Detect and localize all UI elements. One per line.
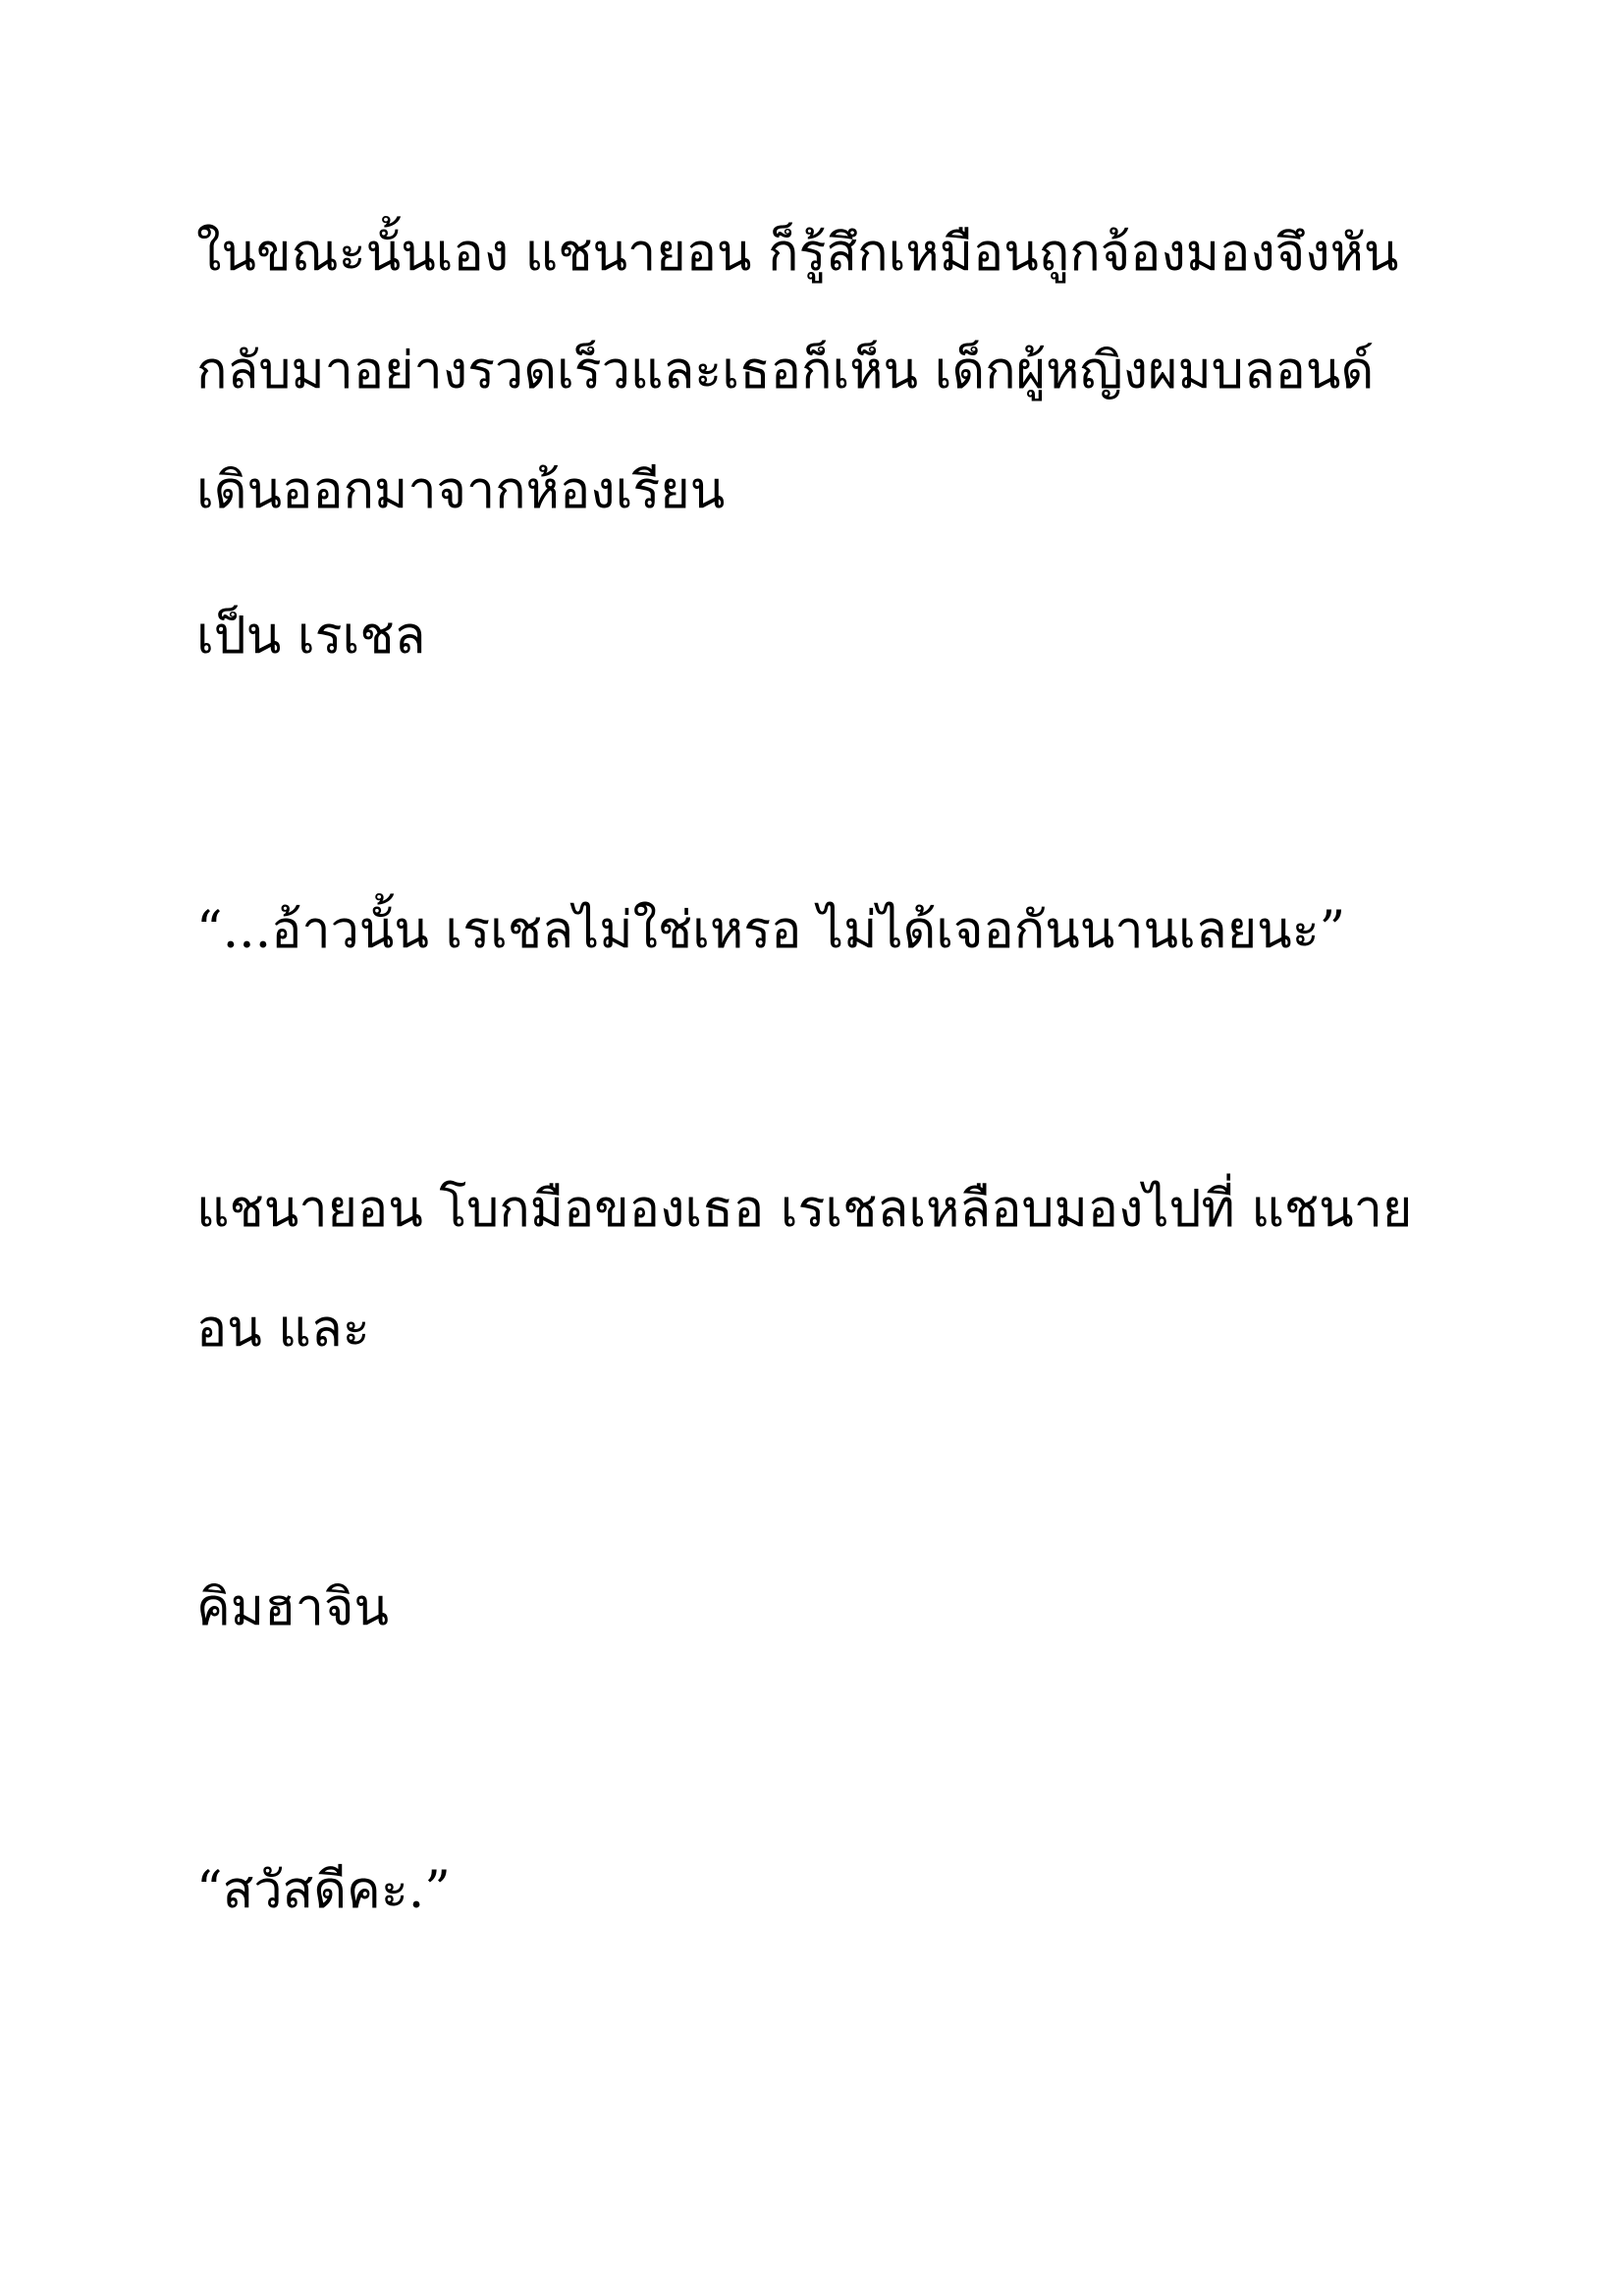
- text-line: แชนายอน โบกมือของเธอ เรเชลเหลือบมองไปที่ แชนาย: [196, 1180, 1413, 1239]
- text-line: อน และ: [196, 1300, 370, 1359]
- text-line: กลับมาอย่างรวดเร็วและเธอก็เห็น เด็กผู้หญิงผมบลอนด์: [196, 342, 1375, 400]
- text-line: เป็น เรเชล: [196, 607, 426, 666]
- dialogue-line: “...อ้าวนั้น เรเชลไม่ใช่เหรอ ไม่ได้เจอกันนานเลยนะ”: [196, 901, 1346, 960]
- speaker-name: คิมฮาจิน: [196, 1578, 390, 1637]
- text-line: เดินออกมาจากห้องเรียน: [196, 461, 726, 520]
- text-line: ในขณะนั้นเอง แชนายอน ก็รู้สึกเหมือนถูกจ้องมองจึงหัน: [196, 224, 1399, 283]
- dialogue-line: “สวัสดีคะ.”: [196, 1861, 451, 1920]
